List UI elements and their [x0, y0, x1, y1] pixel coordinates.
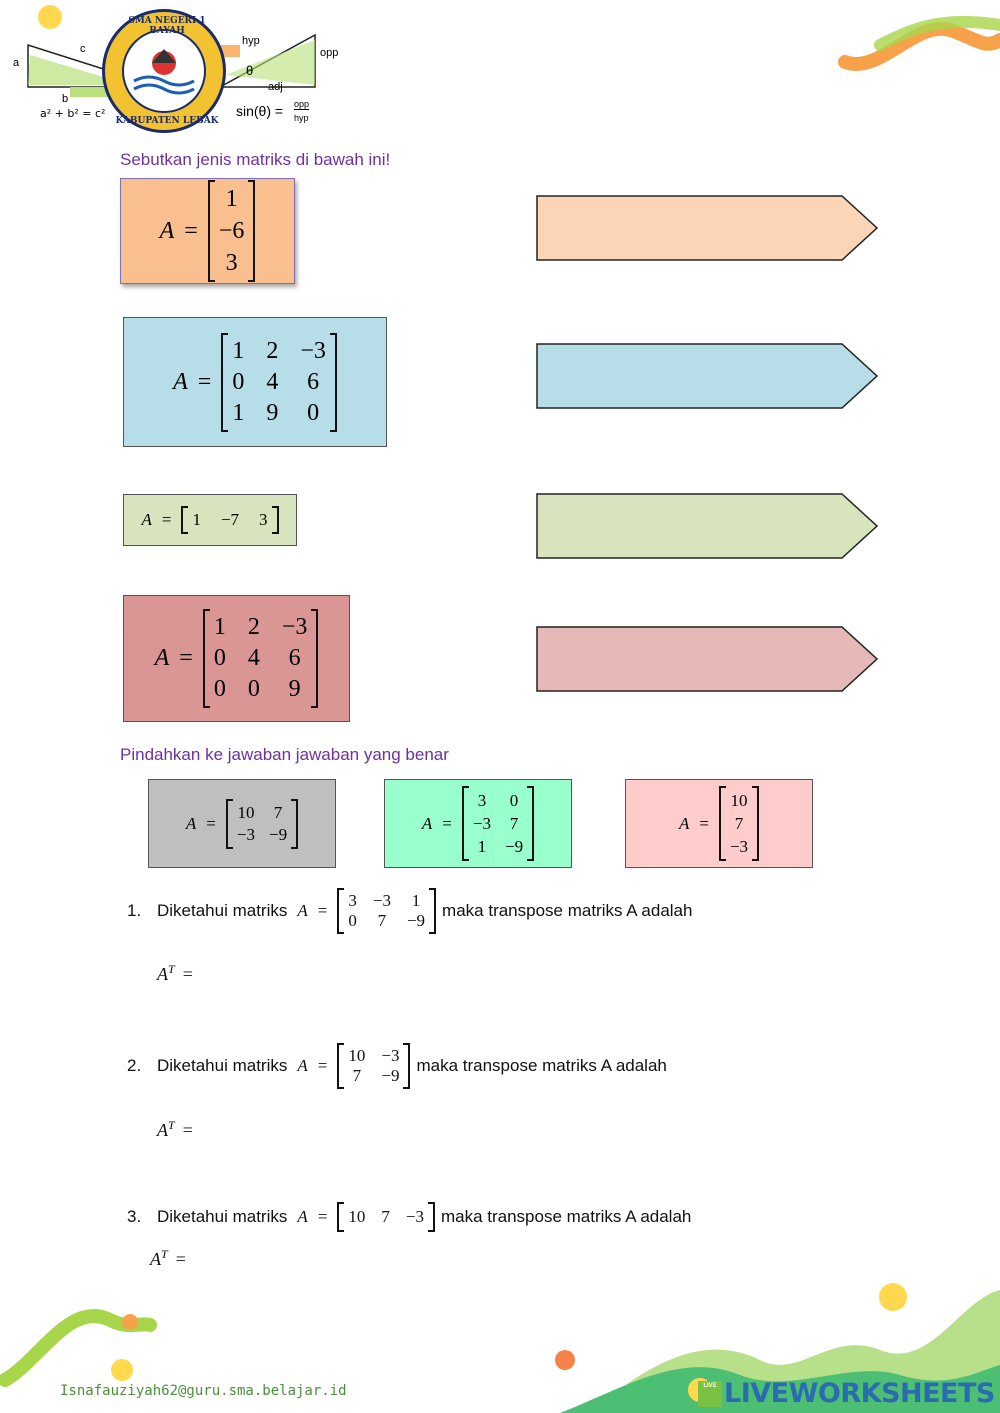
matrix-entry: 9 — [266, 399, 279, 426]
left-bracket — [337, 1202, 344, 1232]
answer-drop-arrow-1[interactable] — [535, 194, 880, 262]
matrix-entry: 2 — [266, 337, 279, 364]
label-hyp: hyp — [242, 35, 260, 47]
matrix-entry: 10 — [348, 1046, 366, 1065]
draggable-choice-2[interactable] — [384, 779, 572, 868]
transpose-variable: A — [150, 1249, 161, 1269]
header-logo-banner — [10, 5, 340, 135]
matrix-entry: 7 — [509, 814, 519, 833]
question-number: 1. — [127, 901, 142, 920]
matrix-entry: 4 — [266, 368, 279, 395]
matrix-entries — [215, 183, 249, 279]
question-2-answer-label — [157, 1118, 193, 1141]
matrix-entry: 1 — [232, 399, 245, 426]
matrix-entry: 3 — [259, 510, 268, 529]
matrix-card-upper-triangular[interactable] — [123, 595, 350, 722]
question-3 — [127, 1202, 691, 1232]
matrix-entry: −3 — [472, 814, 491, 833]
question-matrix — [297, 1202, 435, 1232]
right-bracket — [330, 333, 337, 432]
matrix-entry: −7 — [220, 510, 240, 529]
matrix-entry: 7 — [734, 814, 744, 833]
matrix-variable: A — [141, 510, 152, 529]
matrix-entry: 7 — [273, 802, 283, 822]
matrix-expression — [297, 1043, 410, 1089]
matrix-entry: 3 — [348, 891, 357, 910]
matrix-entry: 2 — [247, 614, 260, 640]
left-bracket — [208, 180, 215, 282]
question-prefix: Diketahui matriks — [157, 1056, 288, 1075]
matrix-expression — [422, 786, 534, 861]
seal-text-top: SMA NEGERI 1 BAYAH — [128, 16, 206, 36]
section1-instruction: Sebutkan jenis matriks di bawah ini! — [120, 150, 391, 169]
draggable-choice-1[interactable] — [148, 779, 336, 868]
matrix-entry: −9 — [504, 837, 524, 856]
equals-sign: = — [317, 1207, 328, 1226]
matrix-entry: 0 — [509, 791, 519, 810]
matrix-variable: A — [154, 645, 170, 671]
sine-numerator: opp — [294, 99, 310, 109]
matrix-variable: A — [421, 813, 433, 833]
equals-sign: = — [317, 901, 328, 920]
right-bracket — [272, 506, 279, 534]
draggable-choice-3[interactable] — [625, 779, 813, 868]
equals-sign: = — [317, 1056, 328, 1075]
matrix-entry: 7 — [381, 1207, 390, 1226]
sine-denominator: hyp — [294, 113, 309, 123]
transpose-superscript: T — [168, 962, 175, 976]
question-number: 2. — [127, 1056, 142, 1075]
question-prefix: Diketahui matriks — [157, 1207, 288, 1226]
question-suffix: maka transpose matriks A adalah — [440, 1207, 692, 1226]
label-opp: opp — [320, 47, 339, 59]
matrix-card-square[interactable] — [123, 317, 387, 447]
left-bracket — [337, 888, 344, 934]
matrix-entry: 0 — [213, 645, 226, 671]
matrix-entries — [344, 1205, 428, 1229]
matrix-entry: 0 — [232, 368, 245, 395]
matrix-entry: 1 — [411, 891, 421, 910]
matrix-variable: A — [159, 217, 175, 244]
answer-drop-arrow-4[interactable] — [535, 625, 880, 693]
question-suffix: maka transpose matriks A adalah — [416, 1056, 667, 1075]
orange-wave-top — [845, 29, 1000, 64]
matrix-expression — [186, 799, 298, 849]
brand-badge-icon: LIVE — [698, 1381, 722, 1407]
yellow-dot-bottom-right — [879, 1283, 907, 1311]
matrix-expression — [173, 333, 337, 432]
matrix-variable: A — [297, 1056, 308, 1075]
brand-name: LIVEWORKSHEETS — [724, 1378, 995, 1409]
matrix-variable: A — [297, 1207, 308, 1226]
label-a: a — [13, 57, 20, 69]
matrix-expression — [141, 506, 278, 534]
matrix-entry: −9 — [381, 1066, 400, 1085]
liveworksheets-brand[interactable] — [698, 1378, 995, 1409]
matrix-entry: 1 — [192, 510, 201, 529]
matrix-expression — [160, 180, 256, 282]
equals-sign: = — [197, 368, 212, 395]
matrix-variable: A — [185, 813, 197, 833]
transpose-superscript: T — [168, 1118, 175, 1132]
matrix-expression — [155, 609, 319, 708]
matrix-entry: 1 — [213, 614, 226, 640]
matrix-entry: 1 — [232, 337, 245, 364]
left-bracket — [719, 786, 726, 861]
seal-inner — [122, 29, 206, 113]
label-c: c — [80, 43, 86, 55]
matrix-variable: A — [173, 368, 188, 395]
matrix-entry: 1 — [477, 837, 487, 856]
matrix-entry: −3 — [372, 891, 391, 910]
pythagoras-formula: a² + b² = c² — [40, 107, 106, 120]
matrix-entry: −3 — [236, 824, 255, 844]
transpose-equals: = — [182, 964, 193, 984]
left-bracket — [203, 609, 210, 708]
question-2 — [127, 1043, 667, 1089]
right-bracket — [291, 799, 298, 849]
left-bracket — [226, 799, 233, 849]
author-email: Isnafauziyah62@guru.sma.belajar.id — [60, 1383, 347, 1399]
matrix-variable: A — [297, 901, 308, 920]
equals-sign: = — [161, 510, 172, 529]
sine-formula-lhs: sin(θ) = — [236, 103, 284, 119]
matrix-entry: 1 — [225, 186, 238, 212]
question-3-answer-label — [150, 1247, 186, 1270]
matrix-entry: 10 — [730, 791, 748, 810]
matrix-expression — [679, 786, 759, 861]
matrix-entry: −3 — [300, 337, 326, 364]
matrix-entries — [228, 336, 330, 429]
matrix-entry: 10 — [237, 802, 255, 822]
question-1-answer-label — [157, 962, 193, 985]
seal-text-bottom: KABUPATEN LEBAK — [115, 116, 219, 126]
left-bracket — [181, 506, 188, 534]
matrix-entry: −6 — [218, 218, 245, 244]
matrix-entry: −3 — [405, 1207, 424, 1226]
orange-dot-bottom-center — [555, 1350, 575, 1370]
matrix-expression — [297, 1202, 435, 1232]
matrix-entry: 3 — [225, 250, 238, 276]
label-b: b — [62, 93, 69, 105]
label-theta: θ — [246, 63, 254, 78]
matrix-card-row[interactable] — [123, 494, 297, 546]
label-adj: adj — [268, 81, 283, 93]
matrix-entry: 6 — [288, 645, 301, 671]
matrix-entries — [344, 891, 429, 931]
equals-sign: = — [699, 813, 709, 833]
matrix-entry: 4 — [247, 645, 260, 671]
matrix-entry: 0 — [307, 399, 320, 426]
right-bracket — [403, 1043, 410, 1089]
transpose-superscript: T — [161, 1247, 168, 1261]
equals-sign: = — [184, 217, 198, 244]
equals-sign: = — [442, 813, 452, 833]
matrix-expression — [297, 888, 436, 934]
yellow-dot-bottom-left — [111, 1359, 133, 1381]
answer-drop-arrow-3[interactable] — [535, 492, 880, 560]
left-bracket — [462, 786, 469, 861]
question-matrix — [297, 1043, 410, 1089]
matrix-entry: 6 — [307, 368, 320, 395]
question-1 — [127, 888, 692, 934]
answer-drop-arrow-2[interactable] — [535, 342, 880, 410]
matrix-entries — [210, 612, 312, 705]
equals-sign: = — [206, 813, 216, 833]
matrix-entries — [469, 789, 527, 858]
matrix-entry: −3 — [281, 614, 308, 640]
matrix-entry: 7 — [377, 911, 387, 930]
right-bracket — [752, 786, 759, 861]
matrix-entry: 3 — [477, 791, 487, 810]
left-bracket — [337, 1043, 344, 1089]
right-bracket — [429, 888, 436, 934]
matrix-entry: 7 — [352, 1066, 362, 1085]
matrix-entry: −9 — [268, 824, 288, 844]
transpose-equals: = — [175, 1249, 186, 1269]
matrix-card-column[interactable] — [120, 178, 295, 284]
transpose-variable: A — [157, 964, 168, 984]
right-bracket — [248, 180, 255, 282]
matrix-variable: A — [678, 813, 690, 833]
question-number: 3. — [127, 1207, 142, 1226]
matrix-entry: 9 — [288, 676, 301, 702]
matrix-entries — [188, 509, 271, 531]
left-bracket — [221, 333, 228, 432]
seal-emblem-icon — [129, 41, 199, 101]
right-bracket — [311, 609, 318, 708]
question-suffix: maka transpose matriks A adalah — [442, 901, 693, 920]
transpose-equals: = — [182, 1120, 193, 1140]
question-matrix — [297, 888, 436, 934]
equals-sign: = — [179, 645, 193, 671]
right-bracket — [428, 1202, 435, 1232]
right-bracket — [527, 786, 534, 861]
matrix-entry: 0 — [213, 676, 226, 702]
matrix-entry: 10 — [348, 1207, 366, 1226]
orange-dot-bottom-left — [122, 1314, 138, 1330]
matrix-entries — [344, 1046, 403, 1086]
school-seal-logo — [102, 9, 226, 133]
question-prefix: Diketahui matriks — [157, 901, 288, 920]
matrix-entry: −9 — [406, 911, 426, 930]
matrix-entries — [726, 789, 752, 858]
matrix-entry: −3 — [729, 837, 749, 856]
section2-instruction: Pindahkan ke jawaban jawaban yang benar — [120, 745, 449, 764]
matrix-entries — [233, 802, 291, 846]
transpose-variable: A — [157, 1120, 168, 1140]
matrix-entry: −3 — [381, 1046, 400, 1065]
matrix-entry: 0 — [348, 911, 357, 930]
matrix-entry: 0 — [247, 676, 260, 702]
